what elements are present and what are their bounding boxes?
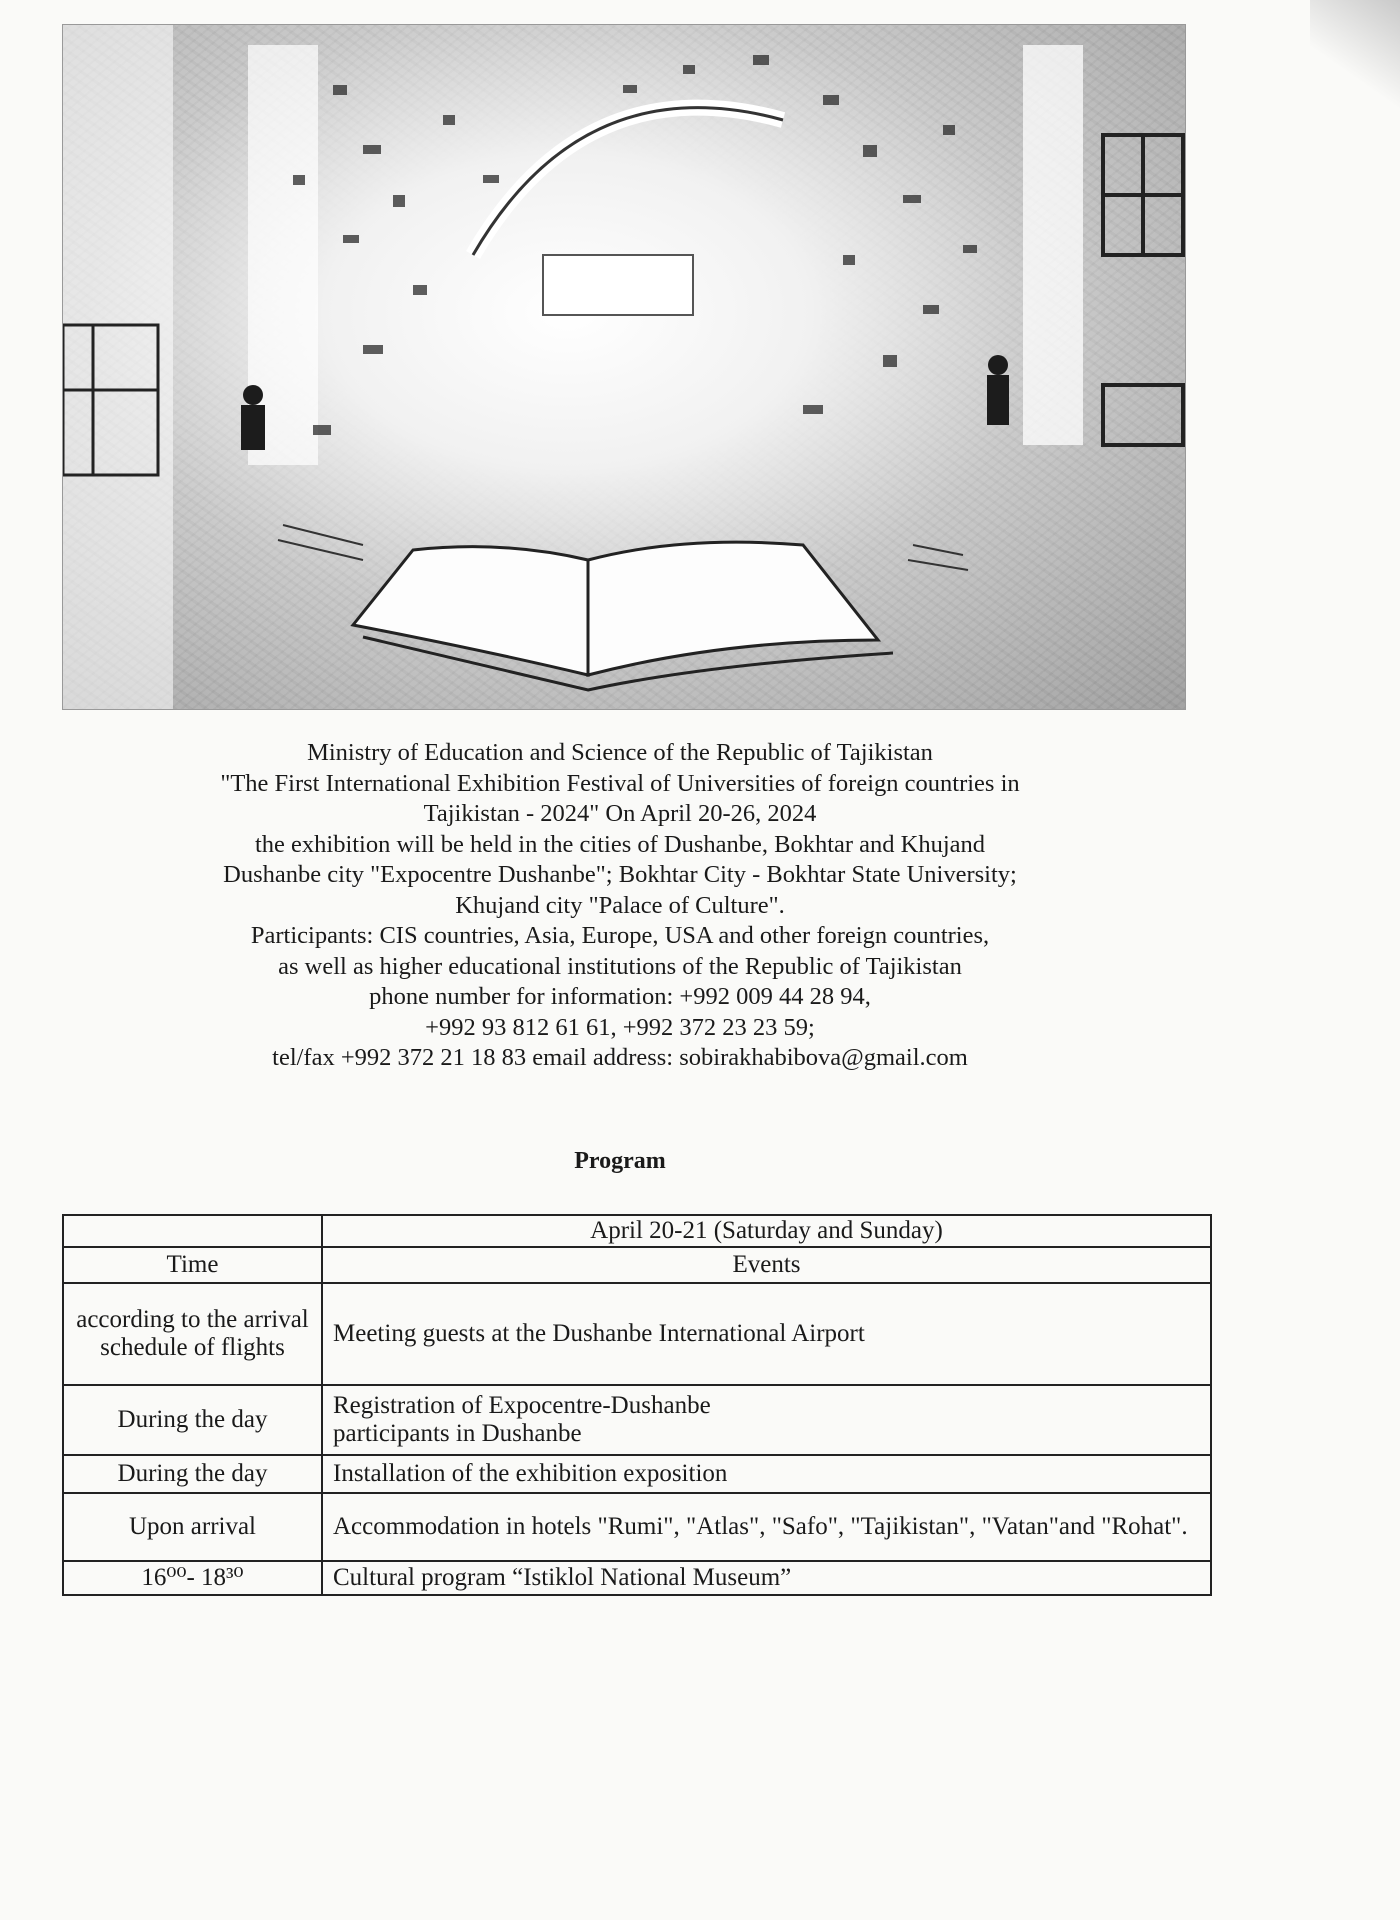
time-cell: Upon arrival: [63, 1493, 322, 1561]
program-table: [62, 1214, 1212, 1596]
venues-line-1: Dushanbe city "Expocentre Dushanbe"; Bokhtar City - Bokhtar State University;: [223, 861, 1017, 888]
visitors: [241, 355, 1009, 450]
empty-cell: [63, 1215, 322, 1247]
table-row: [63, 1283, 1211, 1385]
festival-title-line-1: "The First International Exhibition Festival of Universities of foreign countries in: [220, 769, 1020, 797]
table-row: [63, 1455, 1211, 1493]
table-row: [63, 1561, 1211, 1595]
event-cell: Accommodation in hotels "Rumi", "Atlas", "Safo", "Tajikistan", "Vatan"and "Rohat".: [322, 1493, 1211, 1561]
festival-title-line-2: Tajikistan - 2024" On April 20-26, 2024: [423, 800, 817, 827]
time-column-header: Time: [63, 1247, 322, 1283]
hall-illustration: [63, 25, 1185, 709]
time-cell: according to the arrival schedule of flights: [63, 1283, 322, 1385]
participants-line-1: Participants: CIS countries, Asia, Europe, USA and other foreign countries,: [250, 922, 990, 949]
table-row: [63, 1385, 1211, 1455]
event-cell: Installation of the exhibition exposition: [322, 1455, 1211, 1493]
time-cell: 16⁰⁰- 18³⁰: [63, 1561, 322, 1595]
table-row: [63, 1493, 1211, 1561]
open-book: [353, 542, 893, 690]
event-cell: Registration of Expocentre-Dushanbe participants in Dushanbe: [322, 1385, 1211, 1455]
phone-line-1: phone number for information: +992 009 44 28 94,: [369, 983, 871, 1010]
cities-line: the exhibition will be held in the cities of Dushanbe, Bokhtar and Khujand: [254, 830, 986, 858]
program-title: Program: [574, 1148, 666, 1174]
table-header-row: [63, 1247, 1211, 1283]
event-cell: Cultural program “Istiklol National Museum”: [322, 1561, 1211, 1595]
participants-line-2: as well as higher educational institutions of the Republic of Tajikistan: [278, 952, 962, 980]
page-edge-shadow: [1310, 0, 1400, 120]
time-cell: During the day: [63, 1455, 322, 1493]
date-header: April 20-21 (Saturday and Sunday): [322, 1215, 1211, 1247]
exhibition-hall-photo: [62, 24, 1186, 710]
event-cell: Meeting guests at the Dushanbe International Airport: [322, 1283, 1211, 1385]
fax-email-line: tel/fax +992 372 21 18 83 email address: sobirakhabibova@gmail.com: [272, 1044, 968, 1071]
central-screen: [543, 255, 693, 315]
events-column-header: Events: [322, 1247, 1211, 1283]
phone-line-2: +992 93 812 61 61, +992 372 23 23 59;: [425, 1013, 815, 1041]
exhibition-announcement: [70, 738, 1170, 1074]
table-row-date: [63, 1215, 1211, 1247]
right-window: [1103, 135, 1183, 445]
time-cell: During the day: [63, 1385, 322, 1455]
venues-line-2: Khujand city "Palace of Culture".: [455, 891, 785, 919]
ministry-line: Ministry of Education and Science of the Republic of Tajikistan: [307, 739, 933, 766]
